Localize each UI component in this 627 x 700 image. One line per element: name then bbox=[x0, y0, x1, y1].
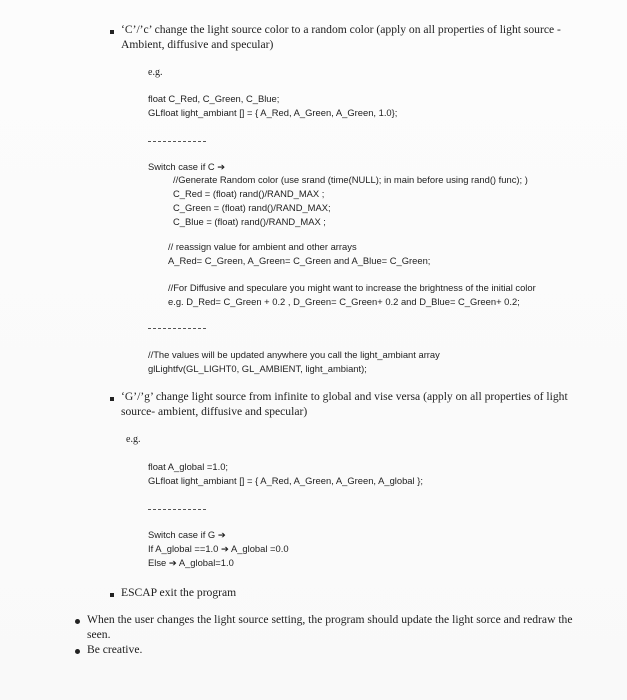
code-comment: // reassign value for ambient and other arrays bbox=[168, 241, 357, 252]
right-arrow-icon: ➔ bbox=[220, 543, 229, 554]
eg-label: e.g. bbox=[148, 67, 163, 78]
bullet-update-line2: seen. bbox=[87, 628, 111, 641]
code-line: A_Red= C_Green, A_Green= C_Green and A_Blue= C_Green; bbox=[168, 255, 431, 266]
right-arrow-icon: ➔ bbox=[168, 557, 177, 568]
bullet-update-line1: When the user changes the light source setting, the program should update the light sorce and redraw the bbox=[87, 613, 573, 626]
dashed-separator bbox=[148, 509, 206, 510]
code-line: Else ➔ A_global=1.0 bbox=[148, 557, 234, 568]
right-arrow-icon: ➔ bbox=[217, 161, 226, 172]
code-comment: //For Diffusive and speculare you might want to increase the brightness of the initial color bbox=[168, 282, 536, 293]
bullet-square bbox=[110, 397, 114, 401]
switch-line: Switch case if G ➔ bbox=[148, 529, 226, 540]
code-line: glLightfv(GL_LIGHT0, GL_AMBIENT, light_ambiant); bbox=[148, 363, 367, 374]
g-item-line2: source- ambient, diffusive and specular) bbox=[121, 405, 308, 418]
bullet-creative: Be creative. bbox=[87, 643, 143, 656]
dashed-separator bbox=[148, 328, 206, 329]
c-item-line1: ‘C’/’c’ change the light source color to a random color (apply on all properties of light source - bbox=[121, 23, 561, 36]
code-line: GLfloat light_ambiant [] = { A_Red, A_Green, A_Green, 1.0}; bbox=[148, 107, 398, 118]
c-item-line2: Ambient, diffusive and specular) bbox=[121, 38, 274, 51]
code-line: C_Blue = (float) rand()/RAND_MAX ; bbox=[173, 216, 326, 227]
code-comment: //The values will be updated anywhere you call the light_ambiant array bbox=[148, 349, 440, 360]
code-line: C_Red = (float) rand()/RAND_MAX ; bbox=[173, 188, 325, 199]
right-arrow-icon: ➔ bbox=[217, 529, 226, 540]
eg-label: e.g. bbox=[126, 434, 141, 445]
bullet-square bbox=[110, 593, 114, 597]
code-line: float A_global =1.0; bbox=[148, 461, 229, 472]
code-line: GLfloat light_ambiant [] = { A_Red, A_Green, A_Green, A_global }; bbox=[148, 475, 423, 486]
dashed-separator bbox=[148, 141, 206, 142]
switch-line: Switch case if C ➔ bbox=[148, 161, 226, 172]
bullet-dot bbox=[75, 619, 80, 624]
bullet-square bbox=[110, 30, 114, 34]
code-line: e.g. D_Red= C_Green + 0.2 , D_Green= C_Green+ 0.2 and D_Blue= C_Green+ 0.2; bbox=[168, 296, 520, 307]
code-line: C_Green = (float) rand()/RAND_MAX; bbox=[173, 202, 331, 213]
code-line: If A_global ==1.0 ➔ A_global =0.0 bbox=[148, 543, 289, 554]
g-item-line1: ‘G’/’g’ change light source from infinite to global and vise versa (apply on all properties of light bbox=[121, 390, 568, 403]
esc-item: ESCAP exit the program bbox=[121, 586, 237, 599]
bullet-dot bbox=[75, 649, 80, 654]
code-line: float C_Red, C_Green, C_Blue; bbox=[148, 93, 280, 104]
code-comment: //Generate Random color (use srand (time(NULL); in main before using rand() func); ) bbox=[173, 174, 528, 185]
